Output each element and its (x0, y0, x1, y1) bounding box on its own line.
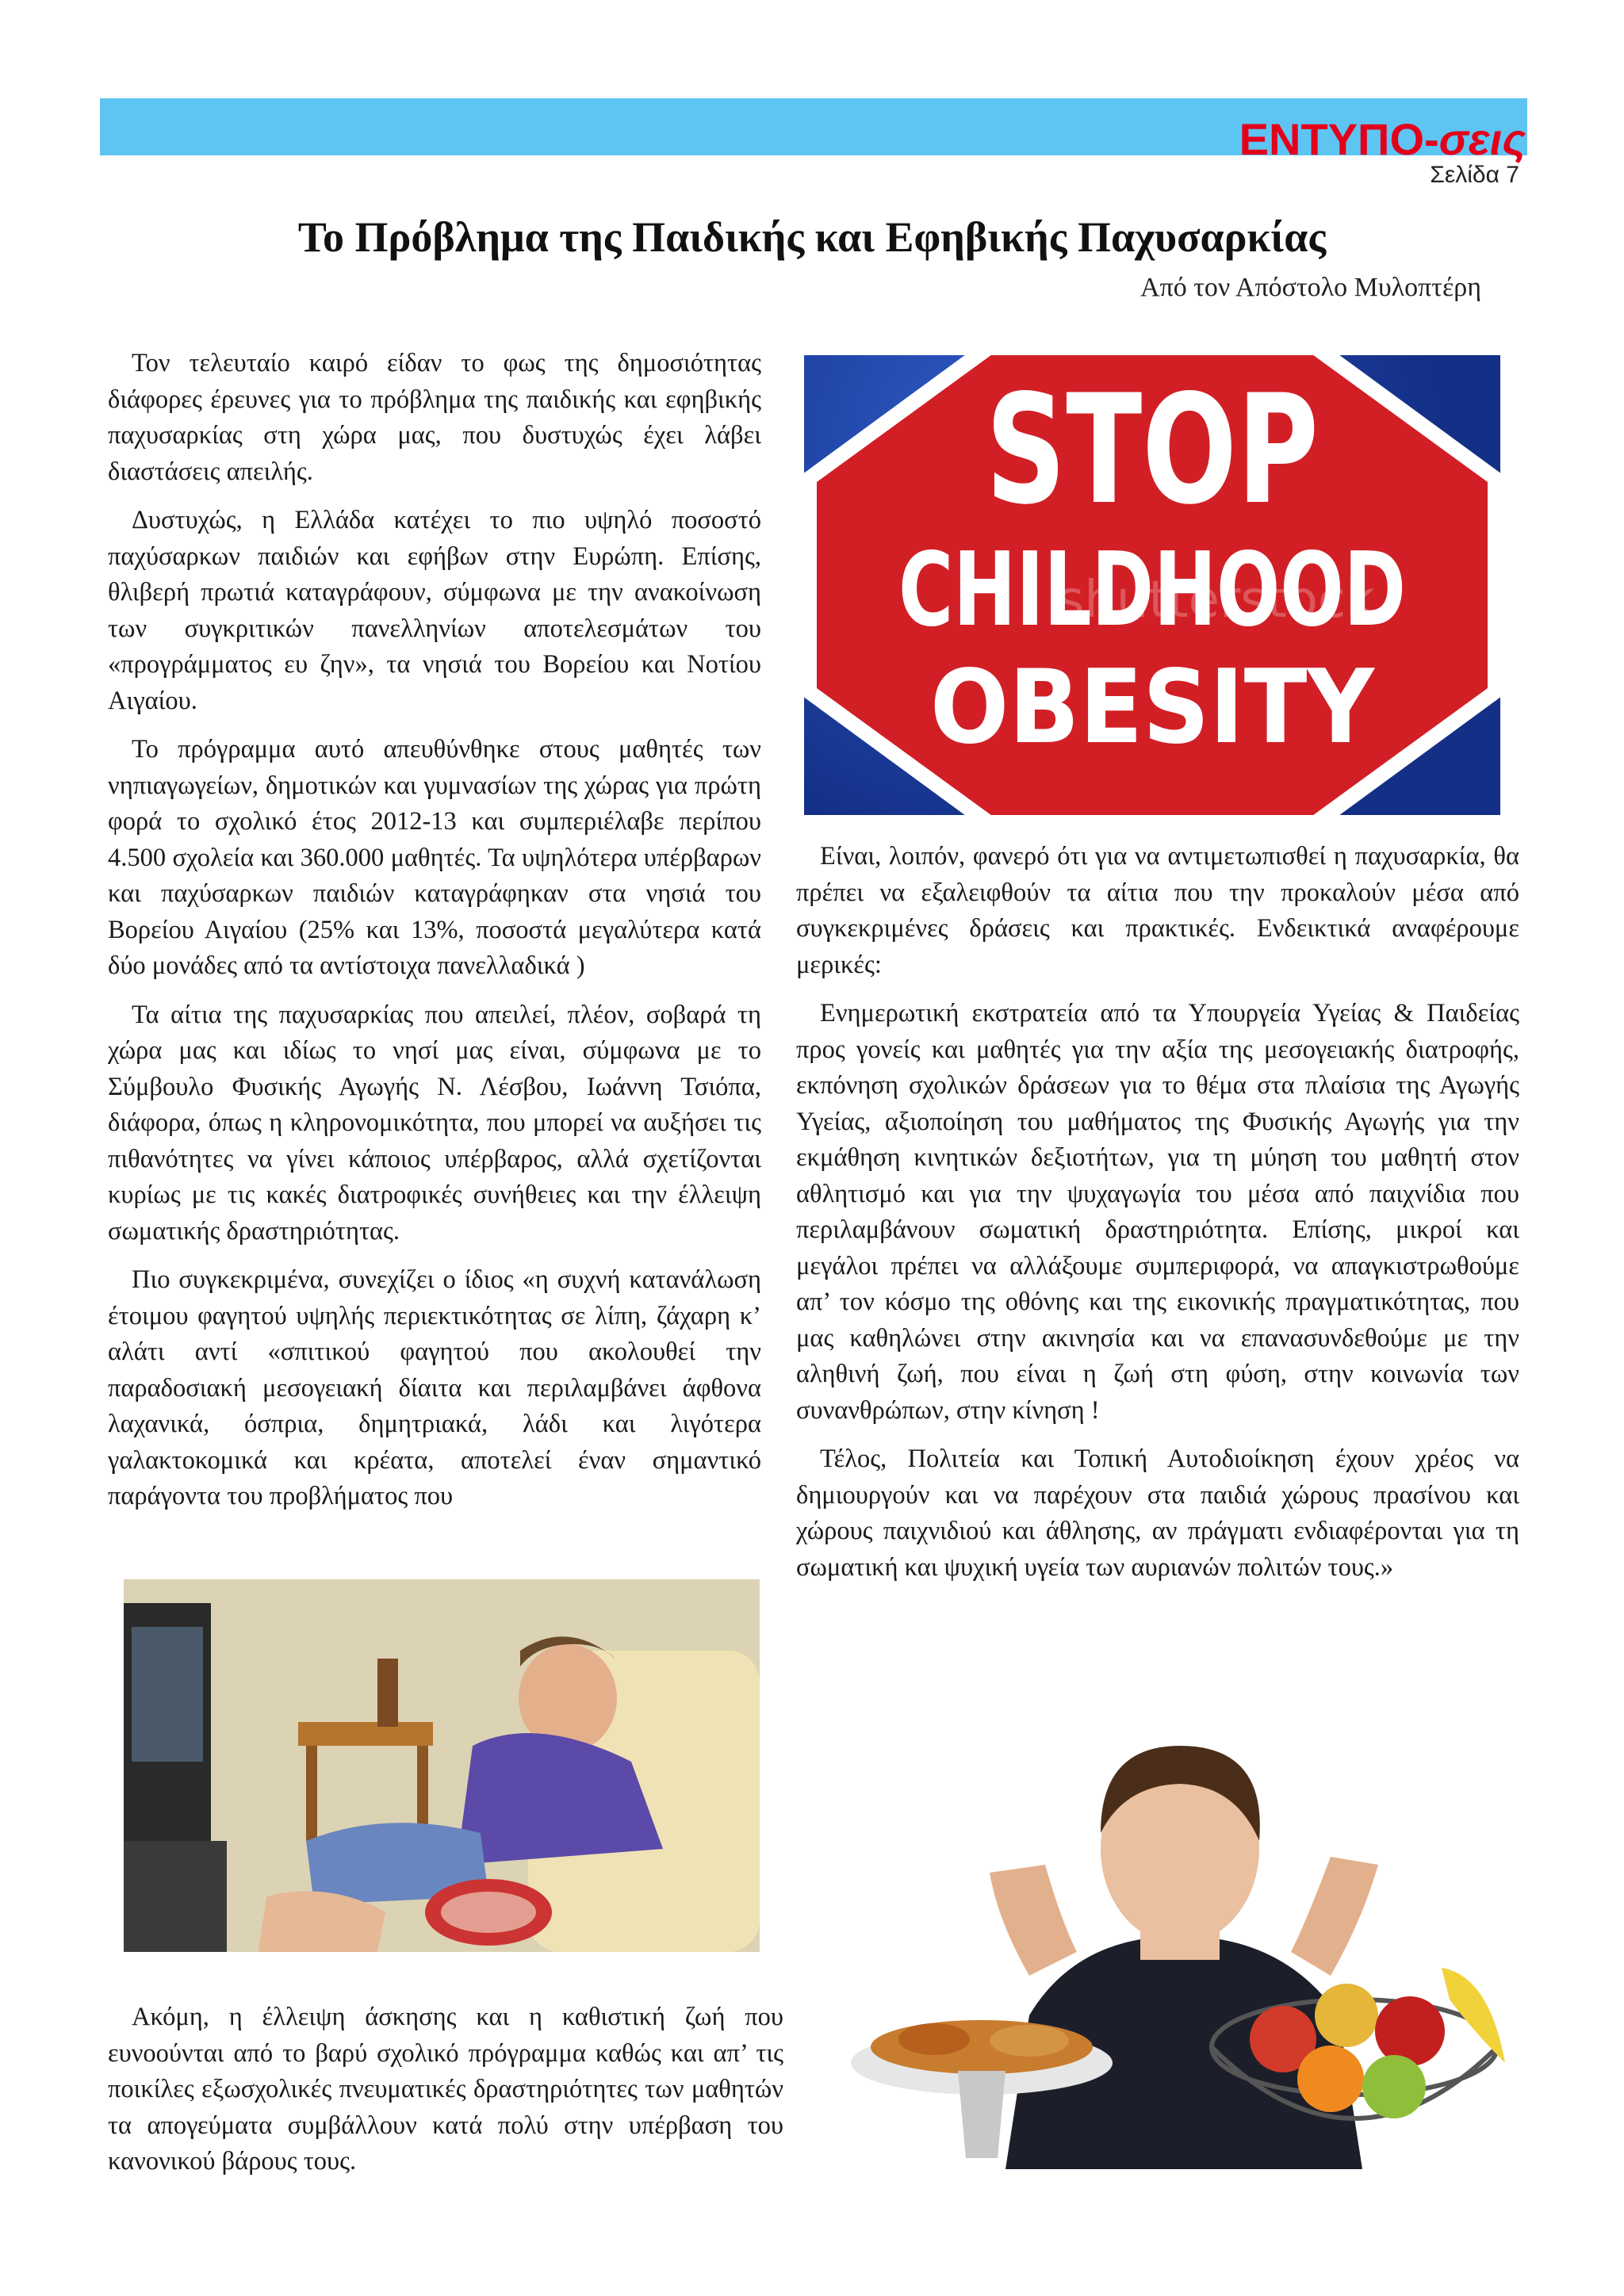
page-number: Σελίδα 7 (1430, 162, 1519, 188)
sign-text-obesity: OBESITY (930, 649, 1376, 767)
paragraph: Τον τελευταίο καιρό είδαν το φως της δημοσιότητας διάφορες έρευνες για το πρόβλημα της παιδικής και εφηβικής παχυσαρκίας στη χώρα μας, που δυστυχώς έχει λάβει διαστάσεις απειλής. (108, 349, 761, 486)
paragraph: Δυστυχώς, η Ελλάδα κατέχει το πιο υψηλό ποσοστό παχύσαρκων παιδιών και εφήβων στην Ευρώπη. Επίσης, θλιβερή πρωτιά καταγράφουν, σύμφωνα με την ανακοίνωση των συγκριτικών πανελληνίων αποτελεσμάτων του «προγράμματος ευ ζην», τα νησιά του Βορείου και Νοτίου Αιγαίου. (108, 506, 761, 715)
paragraph: Τα αίτια της παχυσαρκίας που απειλεί, πλέον, σοβαρά τη χώρα μας και ιδίως το νησί μας είναι, σύμφωνα με το Σύμβουλο Φυσικής Αγωγής Ν. Λέσβου, Ιωάννη Τσιόπα, διάφορα, όπως η κληρονομικότητα, που μπορεί να αυξήσει τις πιθανότητες να γίνει κάποιος υπέρβαρος, αλλά σχετίζονται κυρίως με τις κακές διατροφικές συνήθειες και την έλλειψη σωματικής δραστηριότητας. (108, 1000, 761, 1246)
boy-with-fruit-and-pastries-image (839, 1714, 1526, 2169)
boy-food-graphic (839, 1714, 1526, 2169)
watermark: shutterstock (1057, 571, 1376, 629)
right-column (796, 839, 1519, 1598)
paragraph: Ενημερωτική εκστρατεία από τα Υπουργεία Υγείας & Παιδείας προς γονείς και μαθητές για την αξία της μεσογειακής διατροφής, εκπόνηση σχολικών δράσεων για το θέμα στα πλαίσια της Αγωγής Υγείας, αξιοποίηση του μαθήματος της Φυσικής Αγωγής για την εκμάθηση κινητικών δεξιοτήτων, για τη μύηση του μαθητή στον αθλητισμό και για την ψυχαγωγία του μέσα από παιχνίδια που περιλαμβάνουν σωματική δραστηριότητα. Επίσης, μικροί και μεγάλοι πρέπει να αλλάξουμε συμπεριφορά, να απαγκιστρωθούμε απ’ τον κόσμο της οθόνης και της εικονικής πραγματικότητας, που μας καθηλώνει στην ακινησία και να επανασυνδεθούμε με την αληθινή ζωή, που είναι η ζωή στη φύση, στην κοινωνία των συνανθρώπων, στην κίνηση ! (796, 999, 1519, 1425)
boy-watching-tv-image (124, 1579, 760, 1952)
left-column (108, 346, 761, 1528)
tv-scene-graphic (124, 1579, 760, 1952)
paragraph: Το πρόγραμμα αυτό απευθύνθηκε στους μαθητές των νηπιαγωγείων, δημοτικών και γυμνασίων της χώρας για πρώτη φορά το σχολικό έτος 2012-13 και συμπεριέλαβε περίπου 4.500 σχολεία και 360.000 μαθητές. Τα υψηλότερα υπέρβαρων και παχύσαρκων παιδιών καταγράφηκαν στα νησιά του Βορείου Αιγαίου (25% και 13%, ποσοστά μεγαλύτερα κατά δύο μονάδες από τα αντίστοιχα πανελλαδικά ) (108, 735, 761, 980)
paragraph: Ακόμη, η έλλειψη άσκησης και η καθιστική ζωή που ευνοούνται από το βαρύ σχολικό πρόγραμμα καθώς και απ’ τις ποικίλες εξωσχολικές πνευματικές δραστηριότητες των μαθητών τα απογεύματα συμβάλλουν κατά πολύ στην υπέρβαση του κανονικού βάρους τους. (108, 2003, 783, 2175)
brand-main: ΕΝΤΥΠΟ (1239, 114, 1425, 164)
brand-dash: - (1424, 114, 1439, 164)
stop-childhood-obesity-image (804, 355, 1500, 815)
article-author: Από τον Απόστολο Μυλοπτέρη (1140, 273, 1481, 302)
paragraph: Πιο συγκεκριμένα, συνεχίζει ο ίδιος «η συχνή κατανάλωση έτοιμου φαγητού υψηλής περιεκτικότητας σε λίπη, ζάχαρη κ’ αλάτι αντί «σπιτικού φαγητού που ακολουθεί την παραδοσιακή μεσογειακή δίαιτα και περιλαμβάνει άφθονα λαχανικά, όσπρια, δημητριακά, λάδι και λιγότερα γαλακτοκομικά και κρέατα, αποτελεί έναν σημαντικό παράγοντα του προβλήματος που (108, 1265, 761, 1510)
bottom-left-column (108, 1999, 783, 2193)
sign-text-stop: STOP (986, 362, 1319, 538)
brand-suffix: σεις (1438, 114, 1526, 164)
sign-text-childhood: CHILDHOOD (898, 531, 1406, 649)
stop-sign-graphic (804, 355, 1500, 815)
paragraph: Είναι, λοιπόν, φανερό ότι για να αντιμετωπισθεί η παχυσαρκία, θα πρέπει να εξαλειφθούν τα αίτια που την προκαλούν μέσα από συγκεκριμένες δράσεις και πρακτικές. Ενδεικτικά αναφέρουμε μερικές: (796, 842, 1519, 979)
article-title: Το Πρόβλημα της Παιδικής και Εφηβικής Παχυσαρκίας (297, 213, 1327, 261)
magazine-brand (1239, 116, 1526, 163)
paragraph: Τέλος, Πολιτεία και Τοπική Αυτοδιοίκηση έχουν χρέος να δημιουργούν και να παρέχουν στα παιδιά χώρους πρασίνου και χώρους παιχνιδιού και άθλησης, αν πράγματι ενδιαφέρονται για τη σωματική και ψυχική υγεία των αυριανών πολιτών τους.» (796, 1445, 1519, 1582)
